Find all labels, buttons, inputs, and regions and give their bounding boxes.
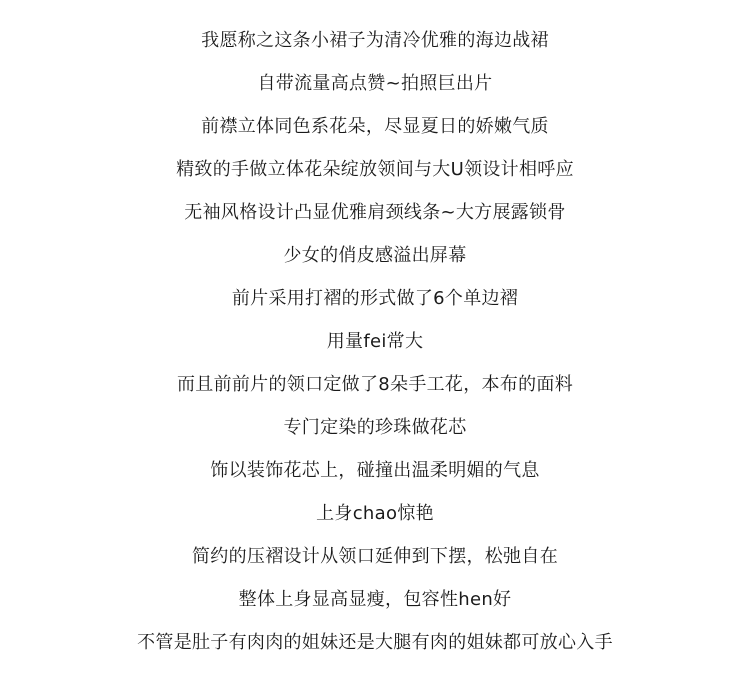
- description-line: 自带流量高点赞~拍照巨出片: [257, 73, 493, 94]
- description-line: 不管是肚子有肉肉的姐妹还是大腿有肉的姐妹都可放心入手: [137, 632, 613, 653]
- description-line: 专门定染的珍珠做花芯: [283, 417, 467, 438]
- description-line: 前片采用打褶的形式做了6个单边褶: [231, 288, 519, 309]
- description-line: 简约的压褶设计从领口延伸到下摆，松弛自在: [192, 546, 558, 567]
- description-line: 整体上身显高显瘦，包容性hen好: [238, 589, 512, 610]
- description-line: 而且前前片的领口定做了8朵手工花，本布的面料: [176, 374, 574, 395]
- description-line: 少女的俏皮感溢出屏幕: [283, 245, 467, 266]
- product-description: [0, 19, 750, 664]
- description-line: 饰以装饰花芯上，碰撞出温柔明媚的气息: [210, 460, 540, 481]
- description-line: 我愿称之这条小裙子为清冷优雅的海边战裙: [201, 30, 549, 51]
- description-line: 上身chao惊艳: [316, 503, 434, 524]
- description-line: 精致的手做立体花朵绽放领间与大U领设计相呼应: [176, 159, 574, 180]
- description-line: 用量fei常大: [326, 331, 424, 352]
- description-line: 前襟立体同色系花朵，尽显夏日的娇嫩气质: [201, 116, 549, 137]
- description-line: 无袖风格设计凸显优雅肩颈线条~大方展露锁骨: [184, 202, 566, 223]
